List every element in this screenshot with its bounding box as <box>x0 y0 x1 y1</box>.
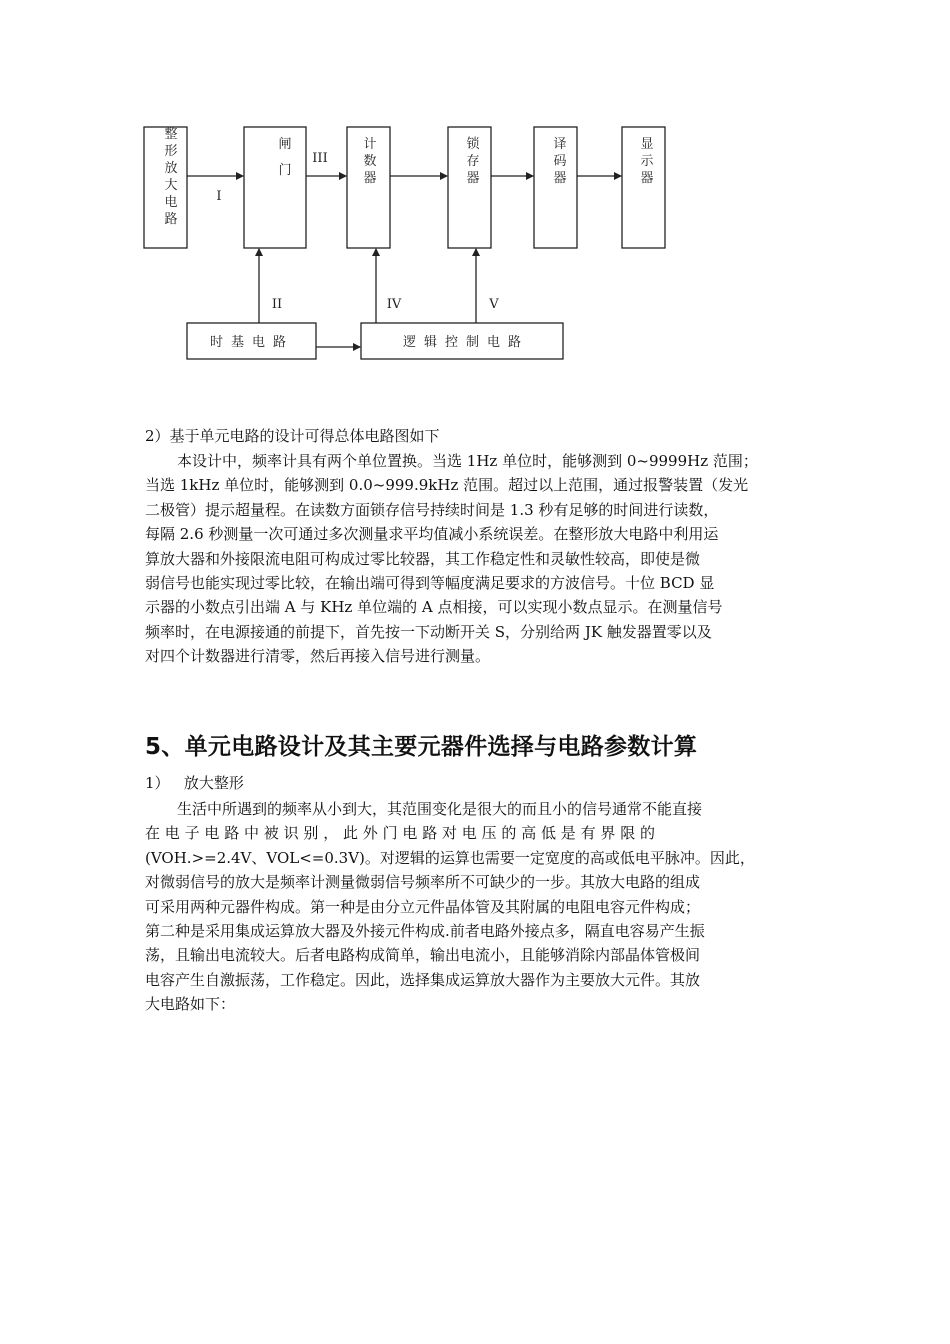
decoder-label: 译码器 <box>553 137 567 186</box>
gate-label: 闸门 <box>278 137 292 178</box>
paragraph-line: 本设计中，频率计具有两个单位置换。当选 1Hz 单位时，能够测到 0~9999Hz 范围； <box>177 452 758 470</box>
signal-1-label: I <box>216 189 222 204</box>
paragraph-line: 示器的小数点引出端 A 与 KHz 单位端的 A 点相接，可以实现小数点显示。在测量信号 <box>145 598 723 617</box>
paragraph-line: 可采用两种元器件构成。第一种是由分立元件晶体管及其附属的电阻电容元件构成； <box>145 897 701 916</box>
timebase-label: 时基电路 <box>209 335 295 350</box>
section-5-body <box>145 797 785 1017</box>
gate-block <box>244 127 306 248</box>
section-5-heading: 5、单元电路设计及其主要元器件选择与电路参数计算 <box>145 734 698 760</box>
signal-5-label: V <box>489 297 499 312</box>
paragraph-line: 当选 1kHz 单位时，能够测到 0.0~999.9kHz 范围。超过以上范围，通过报警装置（发光 <box>145 476 749 495</box>
paragraph-line: (VOH.>=2.4V、VOL<=0.3V)。对逻辑的运算也需要一定宽度的高或低电平脉冲。因此， <box>145 848 755 867</box>
paragraph-line: 二极管）提示超量程。在读数方面锁存信号持续时间是 1.3 秒有足够的时间进行读数， <box>145 500 719 519</box>
shaper-label: 整形放大电路 <box>164 127 178 227</box>
signal-3-label: III <box>312 151 328 166</box>
counter-label: 计数器 <box>363 137 377 186</box>
paragraph-line: 在电子电路中被识别，此外门电路对电压的高低是有界限的 <box>145 824 660 843</box>
signal-4-label: IV <box>386 297 402 312</box>
signal-2-label: II <box>271 297 283 312</box>
paragraph-line: 荡，且输出电流较大。后者电路构成简单，输出电流小，且能够消除内部晶体管极间 <box>145 946 701 965</box>
paragraph-line: 对四个计数器进行清零，然后再接入信号进行测量。 <box>145 647 491 666</box>
paragraph-line: 弱信号也能实现过零比较，在输出端可得到等幅度满足要求的方波信号。十位 BCD 显 <box>145 574 715 593</box>
paragraph-line: 算放大器和外接限流电阻可构成过零比较器，其工作稳定性和灵敏性较高，即使是微 <box>145 549 701 568</box>
paragraph-line: 对微弱信号的放大是频率计测量微弱信号频率所不可缺少的一步。其放大电路的组成 <box>145 873 701 892</box>
paragraph-line: 大电路如下： <box>145 995 236 1014</box>
paragraph-line: 电容产生自激振荡，工作稳定。因此，选择集成运算放大器作为主要放大元件。其放 <box>145 970 701 989</box>
paragraph-line: 每隔 2.6 秒测量一次可通过多次测量求平均值减小系统误差。在整形放大电路中利用运 <box>145 525 719 544</box>
section-5-subtitle: 1） 放大整形 <box>145 774 244 792</box>
block-diagram <box>0 0 950 420</box>
display-label: 显示器 <box>640 137 654 186</box>
section-2-body <box>145 449 785 669</box>
paragraph-line: 生活中所遇到的频率从小到大，其范围变化是很大的而且小的信号通常不能直接 <box>177 800 703 818</box>
paragraph-line: 频率时，在电源接通的前提下，首先按一下动断开关 S，分别给两 JK 触发器置零以及 <box>145 622 712 641</box>
logic-label: 逻辑控制电路 <box>402 335 530 350</box>
latch-label: 锁存器 <box>466 137 480 186</box>
section-2-title: 2）基于单元电路的设计可得总体电路图如下 <box>145 427 440 445</box>
paragraph-line: 第二种是采用集成运算放大器及外接元件构成.前者电路外接点多，隔直电容易产生振 <box>145 922 705 941</box>
